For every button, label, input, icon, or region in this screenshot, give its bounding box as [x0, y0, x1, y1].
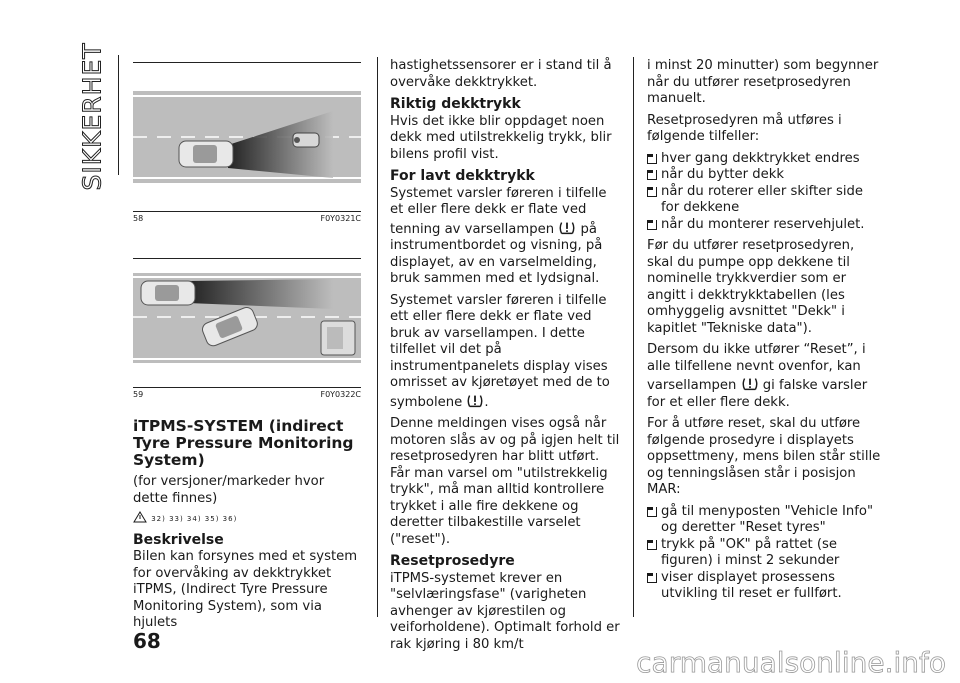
- figure-number: 59: [133, 390, 144, 399]
- list-item: trykk på "OK" på rattet (se figuren) i minst 2 sekunder: [647, 537, 883, 570]
- section-rule: [118, 55, 119, 175]
- tyre-pressure-warning-icon: [466, 392, 484, 410]
- paragraph: Bilen kan forsynes med et system for overvåking av dekktrykket iTPMS, (Indirect Tyre Pressure Monitoring System), som via hjulets: [133, 549, 358, 630]
- section-title: iTPMS-SYSTEM (indirect Tyre Pressure Monitoring System): [133, 417, 354, 469]
- heading-beskrivelse: Beskrivelse: [133, 531, 224, 548]
- list-item: hver gang dekktrykket endres: [647, 151, 883, 168]
- column-3: [647, 58, 883, 608]
- bullet-icon: [647, 540, 657, 550]
- reference-notes: 32) 33) 34) 35) 36): [133, 510, 363, 528]
- heading-resetprosedyre: Resetprosedyre: [390, 553, 515, 569]
- figure-code: F0Y0322C: [320, 390, 361, 399]
- paragraph: Resetprosedyren må utføres i følgende tilfeller:: [647, 112, 842, 144]
- bullet-icon: [647, 220, 657, 230]
- warning-triangle-icon: [133, 511, 147, 523]
- paragraph: Dersom du ikke utfører “Reset”, i alle tilfellene nevnt ovenfor, kan varsellampen gi falske varsler for et eller flere dekk.: [647, 342, 868, 410]
- watermark: carmanualsonline.info: [636, 646, 946, 679]
- paragraph: For å utføre reset, skal du utføre følgende prosedyre i displayets oppsettmeny, mens bilen står stille og tenningslåsen står i posisjon MAR:: [647, 416, 881, 497]
- paragraph: iTPMS-systemet krever en "selvlæringsfase" (varigheten avhenger av kjørestilen og veiforholdene). Optimalt forhold er rak kjøring i 80 km/t: [390, 570, 620, 652]
- reset-steps-list: [647, 504, 883, 603]
- figure-code: F0Y0321C: [320, 214, 361, 223]
- section-label: SIKKERHET: [77, 41, 107, 191]
- bullet-icon: [647, 154, 657, 164]
- figure-number: 58: [133, 214, 144, 223]
- heading-riktig-dekktrykk: Riktig dekktrykk: [390, 96, 521, 112]
- figure-59: [133, 258, 361, 399]
- bullet-icon: [647, 187, 657, 197]
- figure-58: [133, 62, 361, 223]
- paragraph: Denne meldingen vises også når motoren slås av og på igjen helt til resetprosedyren har blitt utført. Får man varsel om "utilstrekkelig trykk", må man alltid kontrollere trykket i alle fire dekkene og deretter tilbakestille varselet ("reset").: [390, 416, 620, 547]
- list-item: når du bytter dekk: [647, 167, 883, 184]
- bullet-icon: [647, 170, 657, 180]
- list-item: viser displayet prosessens utvikling til reset er fullført.: [647, 570, 883, 603]
- tyre-pressure-warning-icon: [558, 219, 576, 237]
- reset-cases-list: [647, 151, 883, 234]
- list-item: når du monterer reservehjulet.: [647, 217, 883, 234]
- column-divider: [377, 57, 378, 617]
- paragraph: hastighetssensorer er i stand til å overvåke dekktrykket.: [390, 58, 612, 90]
- page-number: 68: [133, 629, 161, 653]
- tyre-pressure-warning-icon: [741, 375, 759, 393]
- list-item: gå til menyposten "Vehicle Info" og deretter "Reset tyres": [647, 504, 883, 537]
- paragraph: Hvis det ikke blir oppdaget noen dekk med utilstrekkelig trykk, blir bilens profil vist.: [390, 113, 612, 162]
- column-2: [390, 58, 622, 658]
- figure-59-illustration: [133, 259, 361, 387]
- paragraph: Systemet varsler føreren i tilfelle et eller flere dekk er flate ved tenning av varsellampen på instrumentbordet og visning, på displayet, av en varselmelding, bruk sammen med et lydsignal.: [390, 185, 607, 286]
- paragraph: Før du utfører resetprosedyren, skal du pumpe opp dekkene til nominelle trykkverdier som er angitt i dekktrykktabellen (les omhyggelig avsnittet "Dekk" i kapitlet "Tekniske data").: [647, 238, 855, 336]
- figure-58-illustration: [133, 63, 361, 211]
- bullet-icon: [647, 573, 657, 583]
- list-item: når du roterer eller skifter side for dekkene: [647, 184, 883, 217]
- bullet-icon: [647, 507, 657, 517]
- paragraph: Systemet varsler føreren i tilfelle ett eller flere dekk er flate ved bruk av varsellampen. I dette tilfellet vil det på instrumentpanelets display vises omrisset av kjøretøyet med de to symbolene .: [390, 292, 610, 410]
- heading-for-lavt-dekktrykk: For lavt dekktrykk: [390, 168, 535, 184]
- column-1: [133, 418, 363, 637]
- paragraph: i minst 20 minutter) som begynner når du utfører resetprosedyren manuelt.: [647, 58, 879, 106]
- intro-text: (for versjoner/markeder hvor dette finnes): [133, 474, 325, 506]
- column-divider: [633, 57, 634, 617]
